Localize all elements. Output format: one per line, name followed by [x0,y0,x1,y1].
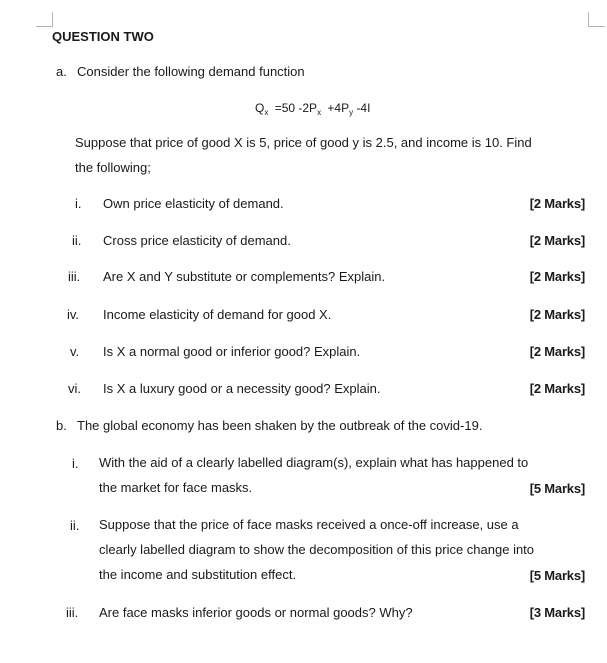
item-marks: [2 Marks] [529,381,585,396]
item-numeral: i. [72,456,79,471]
item-numeral: ii. [70,518,80,533]
item-numeral: iv. [67,307,80,322]
equation-lhs-subscript: x [264,108,269,117]
part-a-context [75,130,532,180]
part-a-label: a. [56,64,67,79]
item-numeral: vi. [68,381,81,396]
part-a-context-line-2: the following; [75,160,151,175]
demand-equation [255,101,370,117]
item-marks: [3 Marks] [529,605,585,620]
item-numeral: ii. [72,233,82,248]
item-marks: [2 Marks] [529,196,585,211]
question-title: QUESTION TWO [52,29,154,44]
item-numeral: v. [70,344,80,359]
item-numeral: iii. [68,269,81,284]
item-text-line: the income and substitution effect. [99,567,297,582]
item-numeral: iii. [66,605,79,620]
item-text: Own price elasticity of demand. [103,196,284,211]
item-text: Is X a normal good or inferior good? Explain. [103,344,361,359]
equation-term-3: -4I [356,101,371,115]
item-text [99,512,534,587]
item-text: Income elasticity of demand for good X. [103,307,332,322]
equation-subscript-2: y [349,108,354,117]
item-marks: [2 Marks] [529,344,585,359]
part-a-intro: Consider the following demand function [77,64,305,79]
item-text-line: clearly labelled diagram to show the decomposition of this price change into [99,542,535,557]
item-text: Is X a luxury good or a necessity good? Explain. [103,381,381,396]
page-corner-mark-right [588,12,605,27]
item-text: Cross price elasticity of demand. [103,233,291,248]
part-b-label: b. [56,418,67,433]
item-text-line: Suppose that the price of face masks received a once-off increase, use a [99,517,519,532]
page-corner-mark-left [36,12,53,27]
item-marks: [5 Marks] [529,568,585,583]
equation-subscript-1: x [317,108,322,117]
item-numeral: i. [75,196,82,211]
item-text-line: With the aid of a clearly labelled diagram(s), explain what has happened to [99,455,529,470]
part-b-intro: The global economy has been shaken by the outbreak of the covid-19. [77,418,483,433]
equation-term-1: =50 -2P [274,101,318,115]
equation-lhs: Q [255,101,265,115]
item-text-line: Are face masks inferior goods or normal goods? Why? [99,605,413,620]
item-marks: [2 Marks] [529,307,585,322]
part-a-context-line-1: Suppose that price of good X is 5, price of good y is 2.5, and income is 10. Find [75,135,532,150]
item-text: Are X and Y substitute or complements? Explain. [103,269,386,284]
item-text [99,450,528,500]
item-marks: [5 Marks] [529,481,585,496]
item-marks: [2 Marks] [529,233,585,248]
item-text-line: the market for face masks. [99,480,253,495]
item-marks: [2 Marks] [529,269,585,284]
equation-term-2: +4P [327,101,350,115]
